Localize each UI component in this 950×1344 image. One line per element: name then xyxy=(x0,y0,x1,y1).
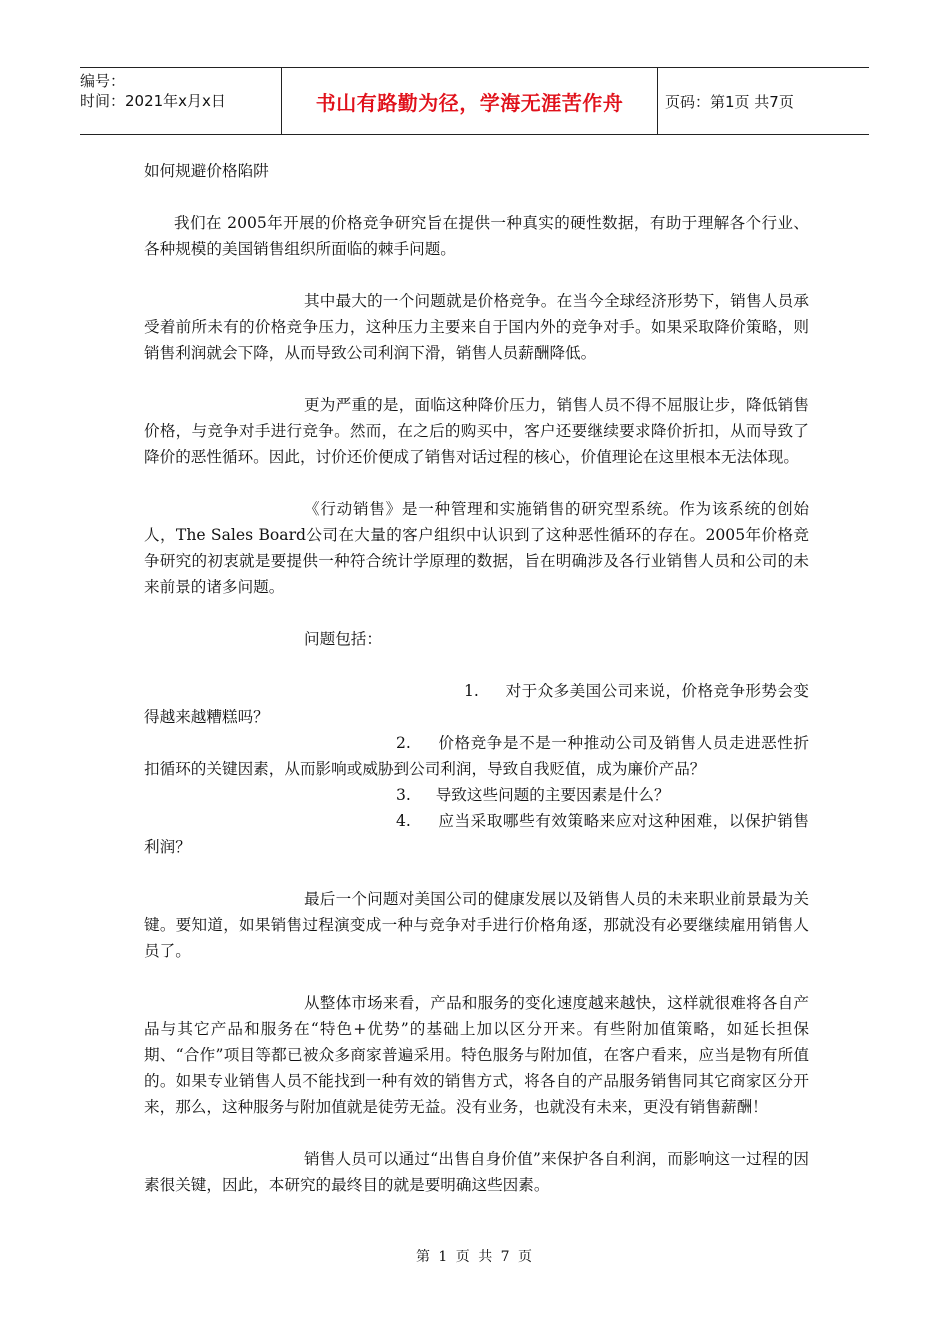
header-motto: 书山有路勤为径，学海无涯苦作舟 xyxy=(315,90,624,115)
list-item-text: 导致这些问题的主要因素是什么？ xyxy=(435,786,670,804)
list-item-number: 4. xyxy=(396,812,411,830)
list-item xyxy=(144,782,809,808)
list-item xyxy=(144,808,809,860)
paragraph-5: 最后一个问题对美国公司的健康发展以及销售人员的未来职业前景最为关键。要知道，如果销售过程演变成一种与竞争对手进行价格角逐，那就没有必要继续雇用销售人员了。 xyxy=(144,890,809,960)
page-header xyxy=(80,67,869,135)
list-item-text: 对于众多美国公司来说，价格竞争形势会变得越来越糟糕吗？ xyxy=(144,682,809,726)
questions-intro: 问题包括： xyxy=(304,630,382,648)
list-item-number: 3. xyxy=(396,786,411,804)
header-motto-cell xyxy=(281,68,658,134)
list-item xyxy=(144,730,809,782)
list-item-number: 1. xyxy=(464,682,479,700)
date-label: 时间：2021年x月x日 xyxy=(80,92,226,110)
list-item-text: 应当采取哪些有效策略来应对这种困难，以保护销售利润？ xyxy=(144,812,809,856)
header-page-info: 页码：第1页 共7页 xyxy=(665,92,794,111)
list-item-number: 2. xyxy=(396,734,411,752)
list-item-text: 价格竞争是不是一种推动公司及销售人员走进恶性折扣循环的关键因素，从而影响或威胁到公司利润，导致自我贬值，成为廉价产品？ xyxy=(144,734,809,778)
paragraph-7: 销售人员可以通过“出售自身价值”来保护各自利润，而影响这一过程的因素很关键，因此，本研究的最终目的就是要明确这些因素。 xyxy=(144,1150,809,1194)
paragraph-2: 其中最大的一个问题就是价格竞争。在当今全球经济形势下，销售人员承受着前所未有的价格竞争压力，这种压力主要来自于国内外的竞争对手。如果采取降价策略，则销售利润就会下降，从而导致公司利润下滑，销售人员薪酬降低。 xyxy=(144,292,809,362)
paragraph-3: 更为严重的是，面临这种降价压力，销售人员不得不屈服让步，降低销售价格，与竞争对手进行竞争。然而，在之后的购买中，客户还要继续要求降价折扣，从而导致了降价的恶性循环。因此，讨价还价便成了销售对话过程的核心，价值理论在这里根本无法体现。 xyxy=(144,396,809,466)
header-meta xyxy=(80,68,281,134)
page-footer: 第 1 页 共 7 页 xyxy=(415,1249,535,1265)
paragraph-4: 《行动销售》是一种管理和实施销售的研究型系统。作为该系统的创始人，The Sales Board公司在大量的客户组织中认识到了这种恶性循环的存在。2005年价格竞争研究的初衷就是要提供一种符合统计学原理的数据，旨在明确涉及各行业销售人员和公司的未来前景的诸多问题。 xyxy=(144,500,809,596)
paragraph-6: 从整体市场来看，产品和服务的变化速度越来越快，这样就很难将各自产品与其它产品和服务在“特色+优势”的基础上加以区分开来。有些附加值策略，如延长担保期、“合作”项目等都已被众多商家普遍采用。特色服务与附加值，在客户看来，应当是物有所值的。如果专业销售人员不能找到一种有效的销售方式，将各自的产品服务销售同其它商家区分开来，那么，这种服务与附加值就是徒劳无益。没有业务，也就没有未来，更没有销售薪酬！ xyxy=(144,994,809,1116)
header-page-info-cell xyxy=(658,68,869,134)
document-body xyxy=(144,152,809,1198)
document-title: 如何规避价格陷阱 xyxy=(144,162,269,180)
list-item xyxy=(144,678,809,730)
paragraph-1: 我们在 2005年开展的价格竞争研究旨在提供一种真实的硬性数据，有助于理解各个行业、各种规模的美国销售组织所面临的棘手问题。 xyxy=(144,214,809,258)
serial-label: 编号： xyxy=(80,72,126,90)
